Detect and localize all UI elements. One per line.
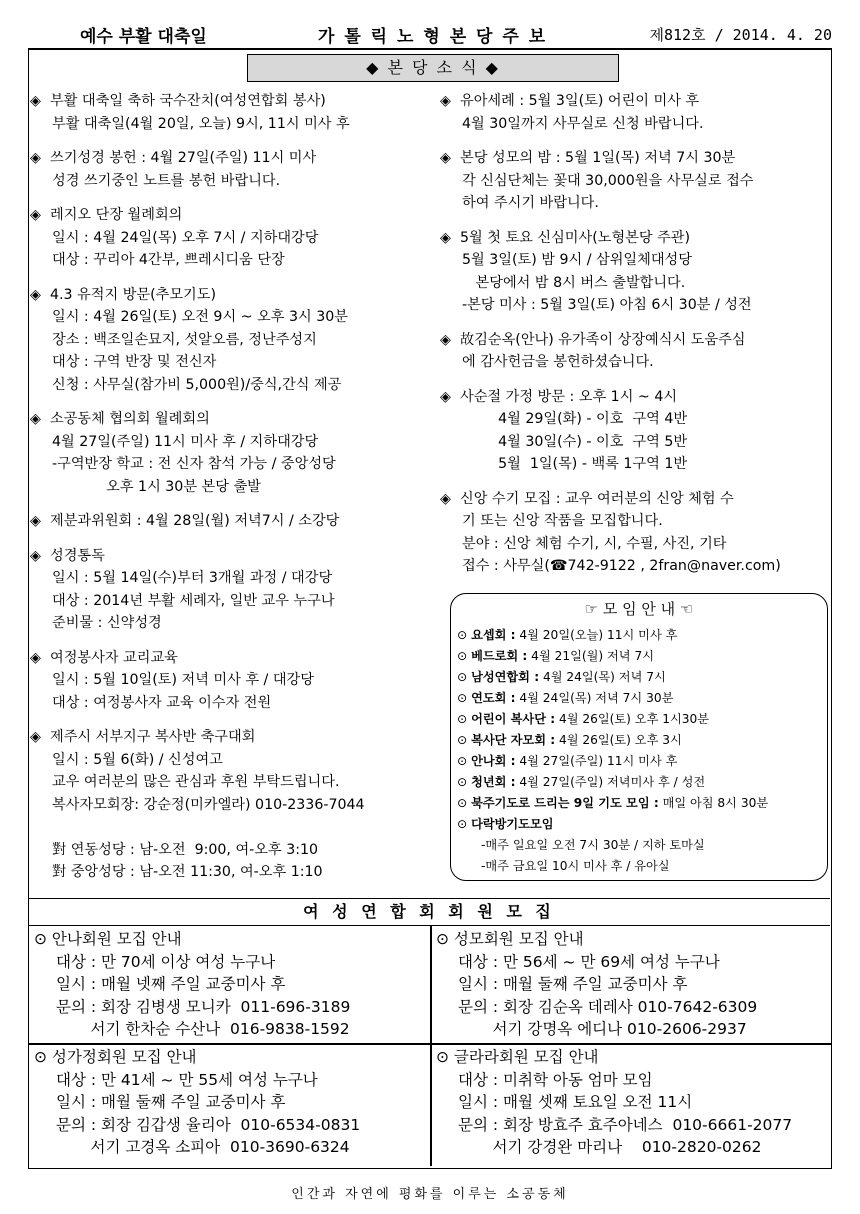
notice-title [440,90,830,113]
notice-line: 대상 : 2014년 부활 세례자, 일반 교우 누구나 [52,592,335,609]
notice-line: 4월 27일(주일) 11시 미사 후 / 지하대강당 [52,433,319,450]
notice-title-text: 故김순옥(안나) 유가족이 상장예식시 도움주심 [460,331,746,348]
notice-line: -본당 미사 : 5월 3일(토) 아침 6시 30분 / 성전 [462,297,752,313]
notice-title [30,204,430,227]
gatherings-title: ☞ 모 임 안 내 ☜ [584,600,694,618]
diamond-bullet-icon: ◈ [440,150,451,166]
notice-title-text: 부활 대축일 축하 국수잔치(여성연합회 봉사) [50,93,326,109]
notice-line: 일시 : 5월 10일(토) 저녁 미사 후 / 대강당 [52,672,314,688]
notice-line: 복사자모회장: 강순정(미카엘라) 010-2336-7044 [52,796,365,813]
recruit-line: 대상 : 만 56세 ~ 만 69세 여성 누구나 [458,952,720,971]
notice-title [440,329,830,352]
notice-title [30,545,430,568]
gathering-detail: 4월 27일(주일) 11시 미사 후 [515,754,678,768]
notice-line: 부활 대축일(4월 20일, 오늘) 9시, 11시 미사 후 [52,115,350,132]
notice-line: -구역반장 학교 : 전 신자 참석 가능 / 중앙성당 [52,456,336,472]
issue-number: 제812호 / 2014. 4. 20 [649,26,832,44]
notice-line: 5월 1일(목) - 백록 1구역 1반 [462,456,688,472]
gathering-row [451,730,827,751]
notice-title [30,726,430,749]
recruit-box [34,1046,434,1159]
notice-item [440,147,830,215]
gathering-detail: 매일 아침 8시 30분 [658,796,769,810]
notice-title [30,408,430,431]
notice-line: 신청 : 사무실(참가비 5,000원)/중식,간식 제공 [52,376,342,393]
gathering-name: 청년회 : [471,775,516,789]
notice-item [30,147,430,192]
recruit-line: 서기 고경옥 소피아 010-3690-6324 [56,1138,350,1156]
circle-dot-icon: ⊙ [457,754,472,768]
notice-line: 일시 : 5월 6(화) / 신성여고 [52,751,223,768]
notice-item [440,227,830,317]
notice-line: 에 감사헌금을 봉헌하셨습니다. [462,354,654,370]
diamond-bullet-icon: ◈ [30,513,41,529]
gathering-row [451,751,827,772]
gathering-detail: 4월 27일(주일) 저녁미사 후 / 성전 [515,775,706,789]
gathering-detail: 4월 26일(토) 오후 3시 [555,733,682,747]
notice-title-text: 소공동체 협의회 월례회의 [50,411,210,427]
recruit-box [436,928,836,1041]
gathering-row [451,625,827,646]
circle-dot-icon: ⊙ [457,628,472,642]
notice-line: 오후 1시 30분 본당 출발 [52,478,261,495]
diamond-bullet-icon: ◈ [440,388,451,405]
notice-title-text: 성경통독 [50,547,105,564]
notice-line: 본당에서 밤 8시 버스 출발합니다. [462,274,686,291]
notice-item [30,545,430,635]
notice-title [440,386,830,409]
notice-title [440,227,830,250]
gathering-row [451,667,827,688]
circle-dot-icon: ⊙ [457,670,472,684]
notice-title-text: 레지오 단장 월례회의 [50,207,183,223]
notice-line: 기 또는 신앙 작품을 모집합니다. [462,513,663,529]
footer-motto: 인간과 자연에 평화를 이루는 소공동체 [291,1187,569,1202]
notice-line: 5월 3일(토) 밤 9시 / 삼위일체대성당 [462,252,692,268]
bulletin-name: 가 톨 릭 노 형 본 당 주 보 [318,27,548,47]
notice-line [30,816,430,839]
notice-item [30,510,430,533]
left-column [30,90,430,896]
notice-item [440,386,830,476]
diamond-bullet-icon: ◈ [440,229,451,246]
notice-title-text: 유아세례 : 5월 3일(토) 어린이 미사 후 [460,93,700,109]
recruit-line: 문의 : 회장 김순옥 데레사 010-7642-6309 [458,997,758,1016]
recruit-line: 일시 : 매월 넷째 주일 교중미사 후 [56,975,286,993]
notice-title [440,147,830,170]
notice-line: 4월 30일(수) - 이호 구역 5반 [462,433,688,450]
notice-line: 분야 : 신앙 체험 수기, 시, 수필, 사진, 기타 [462,535,727,552]
circle-dot-icon: ⊙ [457,796,472,810]
gathering-name: 베드로회 : [471,649,528,663]
recruit-title [436,1046,836,1069]
notice-line: 대상 : 꾸리아 4간부, 쁘레시디움 단장 [52,252,285,268]
gathering-detail: 4월 20일(오늘) 11시 미사 후 [515,628,678,642]
gathering-detail: 4월 21일(월) 저녁 7시 [527,649,654,663]
circle-dot-icon: ⊙ [436,930,454,948]
gatherings-box [450,593,828,881]
recruit-line: 대상 : 미취학 아동 엄마 모임 [458,1070,653,1089]
notice-title-text: 본당 성모의 밤 : 5월 1일(목) 저녁 7시 30분 [460,150,736,166]
circle-dot-icon: ⊙ [457,817,472,831]
circle-dot-icon: ⊙ [457,733,472,747]
diamond-bullet-icon: ◈ [440,93,451,109]
recruit-title-text: 글라라회원 모집 안내 [453,1048,599,1066]
gathering-name: 북주기도로 드리는 9일 기도 모임 : [471,796,659,810]
recruit-line: 대상 : 만 70세 이상 여성 누구나 [56,952,276,971]
circle-dot-icon: ⊙ [34,1048,52,1066]
recruit-box [436,1046,836,1159]
notice-item [30,90,430,135]
notice-item [30,408,430,498]
circle-dot-icon: ⊙ [457,649,472,663]
diamond-bullet-icon: ◈ [30,207,41,223]
notice-item [440,90,830,135]
notice-title-text: 5월 첫 토요 신심미사(노형본당 주관) [460,229,691,246]
diamond-bullet-icon: ◈ [30,729,41,745]
bulletin-feast-title: 예수 부활 대축일 [80,27,207,47]
notice-title [30,510,430,533]
notice-title [30,90,430,113]
notice-line: 4월 30일까지 사무실로 신청 바랍니다. [462,115,704,132]
womens-association-title: 여 성 연 합 회 회 원 모 집 [28,899,830,926]
gathering-sub-line: -매주 금요일 10시 미사 후 / 유아실 [481,859,670,873]
gathering-row [451,688,827,709]
recruit-title [34,928,434,951]
gathering-name: 어린이 복사단 : [471,712,556,726]
section-title: ◆ 본 당 소 식 ◆ [247,54,619,82]
recruit-line: 서기 강경완 마리나 010-2820-0262 [458,1138,762,1156]
gathering-row [451,814,827,835]
notice-item [30,726,430,884]
gathering-detail: 4월 24일(목) 저녁 7시 [539,670,666,684]
circle-dot-icon: ⊙ [436,1048,454,1066]
gathering-row [451,709,827,730]
notice-title [440,488,830,511]
notice-line: 4월 29일(화) - 이호 구역 4반 [462,411,688,427]
notice-line: 성경 쓰기중인 노트를 봉헌 바랍니다. [52,172,281,189]
notice-line: 일시 : 4월 24일(목) 오후 7시 / 지하대강당 [52,229,319,246]
diamond-bullet-icon: ◈ [30,93,41,109]
notice-line: 하여 주시기 바랍니다. [462,195,599,211]
recruit-title [436,928,836,951]
notice-line: 준비물 : 신약성경 [52,615,162,631]
notice-line: 對 중앙성당 : 남-오전 11:30, 여-오후 1:10 [52,864,323,880]
gathering-row [451,646,827,667]
notice-line: 對 연동성당 : 남-오전 9:00, 여-오후 3:10 [52,841,319,858]
right-column [440,90,830,590]
diamond-bullet-icon: ◈ [30,547,41,564]
gathering-name: 복사단 자모회 : [471,733,556,747]
recruit-line: 서기 강명옥 에디나 010-2606-2937 [458,1020,747,1038]
notice-title-text: 쓰기성경 봉헌 : 4월 27일(주일) 11시 미사 [50,150,317,166]
recruit-title-text: 안나회원 모집 안내 [51,930,182,948]
notice-item [440,488,830,578]
notice-title-text: 제주시 서부지구 복사반 축구대회 [50,729,256,745]
gathering-name: 연도회 : [471,691,516,705]
circle-dot-icon: ⊙ [457,775,472,789]
diamond-bullet-icon: ◈ [30,649,41,666]
notice-title-text: 여정봉사자 교리교육 [50,649,178,666]
recruit-line: 일시 : 매월 둘째 주일 교중미사 후 [458,975,688,993]
circle-dot-icon: ⊙ [34,930,52,948]
diamond-bullet-icon: ◈ [30,286,41,303]
recruit-line: 문의 : 회장 김갑생 율리아 010-6534-0831 [56,1115,361,1134]
notice-line: 접수 : 사무실(☎742-9122 , 2fran@naver.com) [462,558,781,574]
recruit-line: 문의 : 회장 방효주 효주아네스 010-6661-2077 [458,1115,793,1134]
notice-item [30,647,430,715]
gathering-detail: 4월 26일(토) 오후 1시30분 [555,712,710,726]
gathering-sub-line: -매주 일요일 오전 7시 30분 / 지하 토마실 [481,838,705,852]
notice-title-text: 신앙 수기 모집 : 교우 여러분의 신앙 체험 수 [460,490,734,507]
notice-title-text: 제분과위원회 : 4월 28일(월) 저녁7시 / 소강당 [50,513,340,529]
gathering-name: 다락방기도모임 [471,817,554,831]
notice-item [440,329,830,374]
circle-dot-icon: ⊙ [457,691,472,705]
notice-title-text: 4.3 유적지 방문(추모기도) [50,286,216,303]
recruit-line: 일시 : 매월 둘째 주일 교중미사 후 [56,1093,286,1111]
notice-line: 대상 : 여정봉사자 교육 이수자 전원 [52,694,272,711]
diamond-bullet-icon: ◈ [440,331,451,348]
gathering-row [451,793,827,814]
diamond-bullet-icon: ◈ [440,490,451,507]
recruit-line: 대상 : 만 41세 ~ 만 55세 여성 누구나 [56,1070,318,1089]
recruit-title-text: 성가정회원 모집 안내 [51,1048,197,1066]
recruit-line: 서기 한차순 수산나 016-9838-1592 [56,1020,350,1038]
recruit-title [34,1046,434,1069]
notice-title [30,647,430,670]
notice-item [30,204,430,272]
gathering-name: 남성연합회 : [471,670,540,684]
recruit-line: 일시 : 매월 셋째 토요일 오전 11시 [458,1093,693,1111]
notice-item [30,284,430,397]
diamond-bullet-icon: ◈ [30,411,41,427]
diamond-bullet-icon: ◈ [30,150,41,166]
recruit-title-text: 성모회원 모집 안내 [453,930,584,948]
notice-title-text: 사순절 가정 방문 : 오후 1시 ~ 4시 [460,388,678,405]
gathering-row [451,772,827,793]
recruit-box [34,928,434,1041]
gathering-name: 요셉회 : [471,628,516,642]
notice-line: 장소 : 백조일손묘지, 섯알오름, 정난주성지 [52,331,317,348]
notice-line: 일시 : 5월 14일(수)부터 3개월 과정 / 대강당 [52,570,333,586]
notice-line: 교우 여러분의 많은 관심과 후원 부탁드립니다. [52,774,340,790]
gathering-detail: 4월 24일(목) 저녁 7시 30분 [515,691,674,705]
notice-title [30,284,430,307]
notice-title [30,147,430,170]
notice-line: 각 신심단체는 꽃대 30,000원을 사무실로 접수 [462,172,754,189]
circle-dot-icon: ⊙ [457,712,472,726]
gathering-name: 안나회 : [471,754,516,768]
notice-line: 일시 : 4월 26일(토) 오전 9시 ~ 오후 3시 30분 [52,309,348,325]
recruit-line: 문의 : 회장 김병생 모니카 011-696-3189 [56,997,351,1016]
notice-line: 대상 : 구역 반장 및 전신자 [52,354,217,370]
divider-horizontal [28,1043,831,1045]
